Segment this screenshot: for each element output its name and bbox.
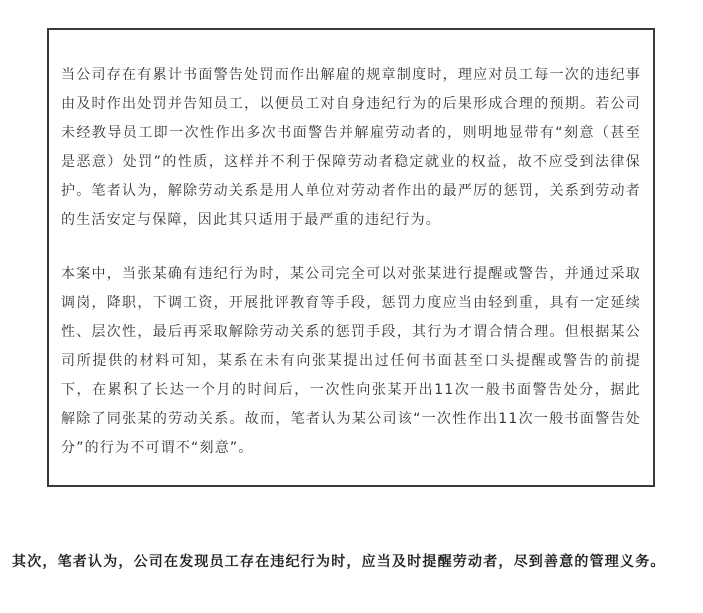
body-paragraph: 其次，笔者认为，公司在发现员工存在违纪行为时，应当及时提醒劳动者，尽到善意的管理义务。 [12,554,666,570]
quote-box [47,28,655,487]
quote-paragraph-1: 当公司存在有累计书面警告处罚而作出解雇的规章制度时，理应对员工每一次的违纪事由及时作出处罚并告知员工，以便员工对自身违纪行为的后果形成合理的预期。若公司未经教导员工即一次性作出多次书面警告并解雇劳动者的，则明地显带有“刻意（甚至是恶意）处罚”的性质，这样并不利于保障劳动者稳定就业的权益，故不应受到法律保护。笔者认为，解除劳动关系是用人单位对劳动者作出的最严厉的惩罚，关系到劳动者的生活安定与保障，因此其只适用于最严重的违纪行为。 [61,67,641,228]
quote-paragraph-2: 本案中，当张某确有违纪行为时，某公司完全可以对张某进行提醒或警告，并通过采取调岗，降职，下调工资，开展批评教育等手段，惩罚力度应当由轻到重，具有一定延续性、层次性，最后再采取解除劳动关系的惩罚手段，其行为才谓合情合理。但根据某公司所提供的材料可知，某系在未有向张某提出过任何书面甚至口头提醒或警告的前提下，在累积了长达一个月的时间后，一次性向张某开出11次一般书面警告处分，据此解除了同张某的劳动关系。故而，笔者认为某公司该“一次性作出11次一般书面警告处分”的行为不可谓不“刻意”。 [61,266,641,456]
